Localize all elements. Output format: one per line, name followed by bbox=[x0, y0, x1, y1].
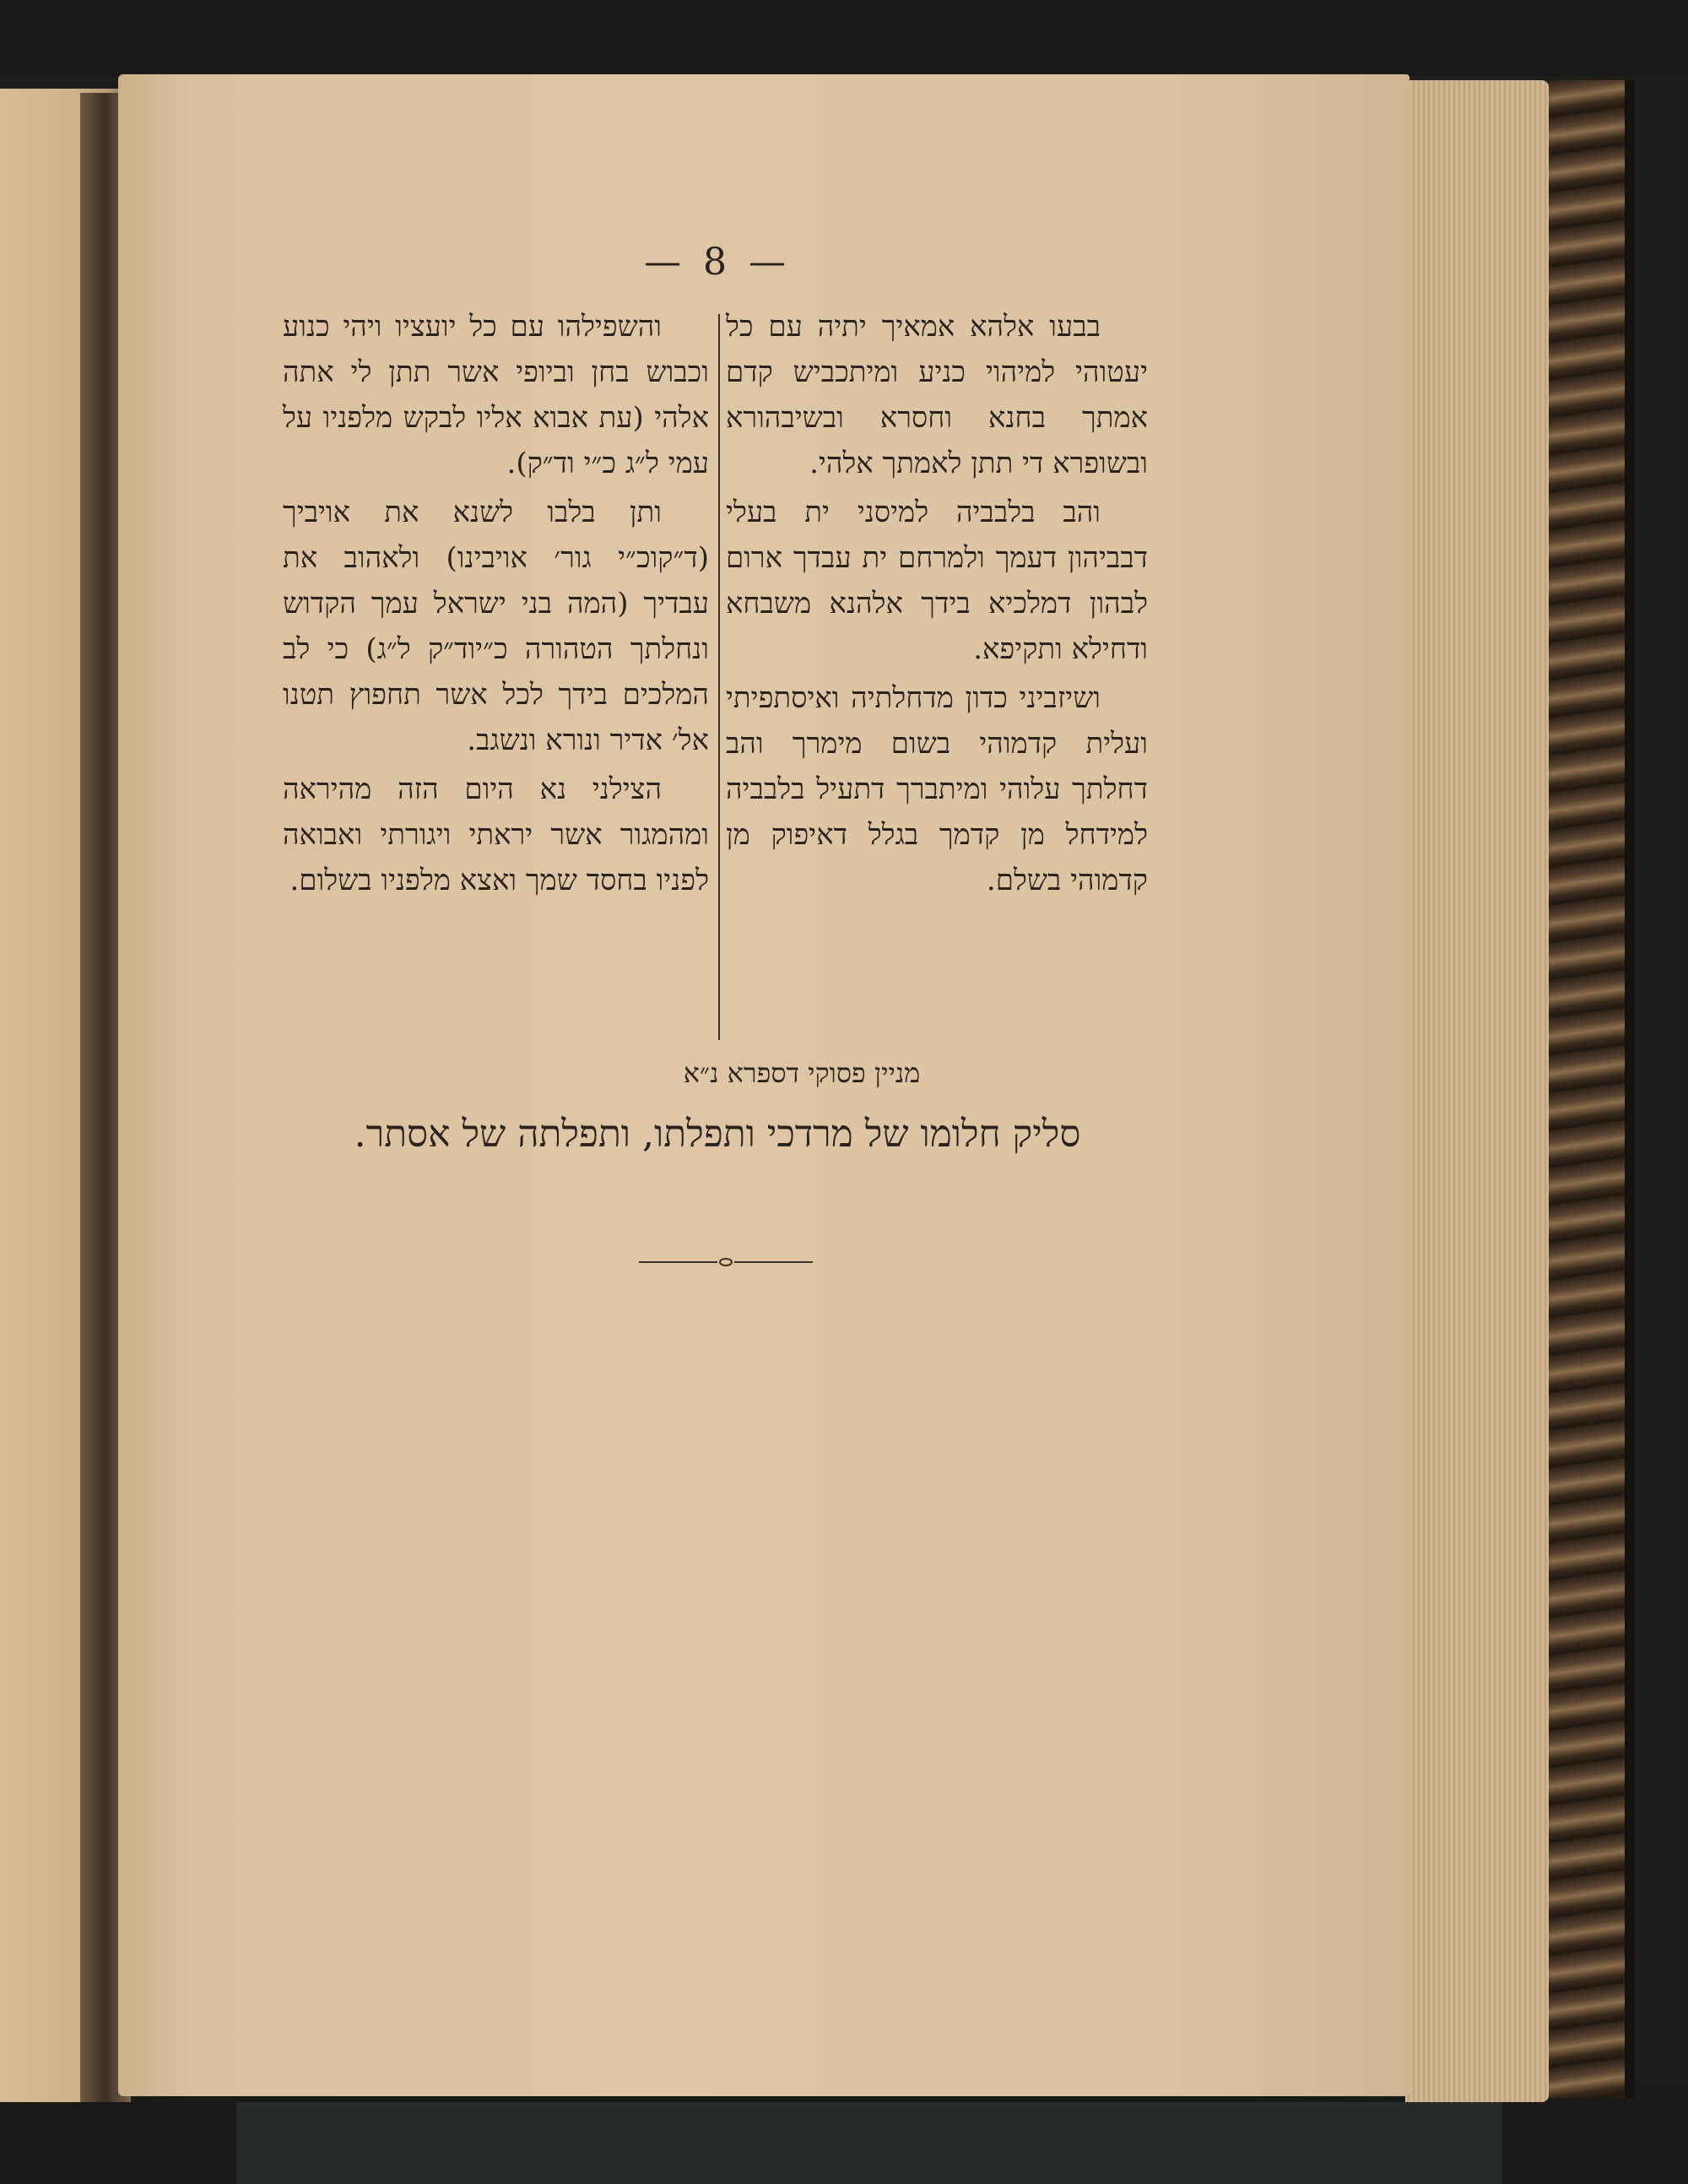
page-edges bbox=[1405, 80, 1549, 2102]
paragraph: ושיזביני כדון מדחלתיה ואיסתפיתי ועלית קדמוהי בשום מימרך והב דחלתך עלוהי ומיתברך דתעיל בלבביה למידחל מן קדמך בגלל דאיפוק מן קדמוהי בשלם. bbox=[726, 681, 1148, 897]
paragraph: הצילני נא היום הזה מהיראה ומהמגור אשר יראתי ויגורתי ואבואה לפניו בחסד שמך ואצא מלפניו בשלום. bbox=[283, 772, 709, 897]
end-ornament bbox=[637, 1254, 814, 1271]
left-text-column bbox=[283, 304, 709, 907]
book-spine bbox=[1549, 80, 1625, 2098]
paragraph: ותן בלבו לשנא את אויביך (ד״קוכ״י גור׳ אויבינו) ולאהוב את עבדיך (המה בני ישראל עמך הקדוש ונחלתך הטהורה כ״יוד״ק ל״ג) כי לב המלכים בידך לכל אשר תחפוץ תטנו אל׳ אדיר ונורא ונשגב. bbox=[283, 496, 709, 757]
column-divider bbox=[718, 314, 720, 1040]
paragraph: והב בלבביה למיסני ית בעלי דבביהון דעמך ולמרחם ית עבדך ארום לבהון דמלכיא בידך אלהנא משבחא ודחילא ותקיפא. bbox=[726, 496, 1148, 666]
spine-edge bbox=[1625, 80, 1635, 2098]
page-number: — 8 — bbox=[644, 241, 791, 284]
paragraph: בבעו אלהא אמאיך יתיה עם כל יעטוהי למיהוי כניע ומיתכביש קדם אמתך בחנא וחסרא ובשיבהורא ובשופרא די תתן לאמתך אלהי. bbox=[726, 310, 1148, 480]
right-text-column bbox=[726, 304, 1148, 907]
verse-count: מניין פסוקי דספרא נ״א bbox=[683, 1057, 921, 1089]
binding-cloth-top bbox=[0, 0, 1688, 76]
paragraph: והשפילהו עם כל יועציו ויהי כנוע וכבוש בחן וביופי אשר תתן לי אתה אלהי (עת אבוא אליו לבקש מלפניו על עמי ל״ג כ״י וד״ק). bbox=[283, 310, 709, 480]
colophon: סליק חלומו של מרדכי ותפלתו, ותפלתה של אסתר. bbox=[354, 1113, 1081, 1156]
binding-band bbox=[236, 2102, 1502, 2184]
